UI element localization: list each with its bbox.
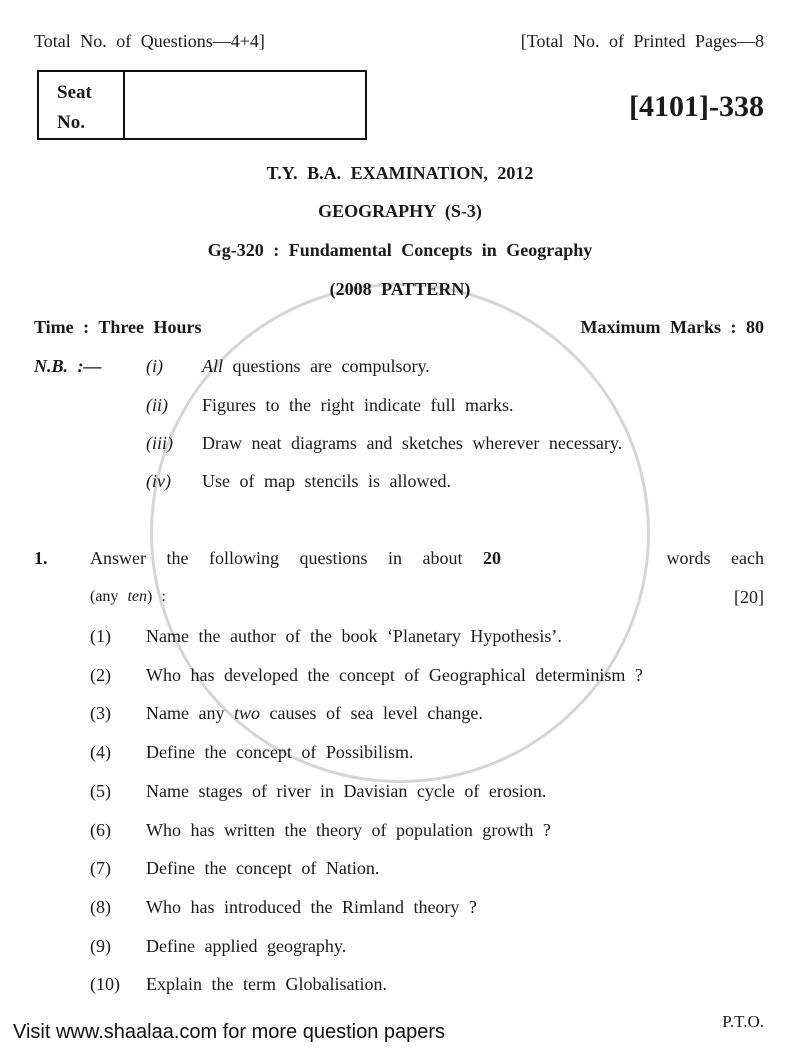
question-text-b: words each (666, 548, 764, 568)
sub-question-text: Explain the term Globalisation. (146, 974, 387, 995)
sub-question-number: (2) (90, 664, 111, 685)
sub-question-number: (4) (90, 742, 111, 763)
sub-question-text: Define the concept of Nation. (146, 858, 380, 879)
nb-text: questions are compulsory. (232, 356, 430, 376)
sub-question (146, 779, 546, 803)
seat-label-line1: Seat (57, 82, 92, 103)
sub-question-text: Name the author of the book ‘Planetary Hypothesis’. (146, 626, 562, 646)
sub-question (146, 934, 346, 958)
sub-question (146, 856, 379, 880)
sub-question-number: (6) (90, 819, 111, 840)
nb-num: (iv) (146, 471, 171, 491)
nb-emphasis: All (202, 356, 223, 376)
sub-question-text-2: causes of sea level change. (269, 703, 483, 724)
question-marks: [20] (734, 587, 764, 607)
sub-question-number: (7) (90, 858, 111, 879)
seat-label-line2: No. (57, 112, 85, 133)
nb-num: (iii) (146, 433, 173, 453)
nb-item: Draw neat diagrams and sketches wherever necessary. (202, 433, 623, 453)
sub-question-number: (3) (90, 703, 111, 724)
paper-title: Gg-320 : Fundamental Concepts in Geography (207, 240, 593, 260)
sub-question-text: Name stages of river in Davisian cycle of erosion. (146, 780, 547, 801)
sub-question-number: (1) (90, 626, 111, 646)
question-text-a: Answer the following questions in about (90, 548, 463, 568)
sub-question-emphasis: two (233, 703, 260, 724)
close-text: ) : (146, 588, 166, 605)
sub-question (146, 740, 413, 764)
pattern: (2008 PATTERN) (329, 279, 471, 299)
paper-code: [4101]-338 (629, 90, 764, 123)
nb-item: Use of map stencils is allowed. (202, 471, 451, 491)
seat-box-divider (123, 72, 125, 138)
sub-question-text: Who has written the theory of population growth ? (146, 819, 551, 840)
sub-question (146, 895, 477, 919)
footer-link[interactable]: Visit www.shaalaa.com for more question papers (13, 1021, 446, 1043)
total-questions: Total No. of Questions—4+4] (34, 31, 265, 51)
nb-num: (i) (146, 356, 163, 376)
sub-question-number: (8) (90, 896, 111, 917)
question-choice (90, 585, 166, 609)
sub-question (146, 818, 551, 842)
seat-label (57, 78, 92, 138)
subject-title: GEOGRAPHY (S-3) (318, 201, 482, 221)
ten-text: ten (127, 588, 147, 605)
nb-num: (ii) (146, 395, 168, 415)
pto: P.T.O. (722, 1012, 764, 1031)
time: Time : Three Hours (34, 317, 202, 337)
question-text (90, 546, 501, 570)
sub-question-text: Who has developed the concept of Geographical determinism ? (146, 664, 643, 685)
question-number: 1. (34, 548, 48, 568)
sub-question-number: (10) (90, 974, 120, 995)
max-marks: Maximum Marks : 80 (580, 317, 764, 337)
question-words: 20 (482, 548, 501, 568)
nb-item (202, 354, 430, 378)
sub-question-text: Define applied geography. (146, 935, 347, 956)
any-text: (any (90, 588, 119, 605)
nb-item: Figures to the right indicate full marks. (202, 395, 514, 415)
sub-question (146, 624, 562, 648)
sub-question-number: (9) (90, 935, 111, 956)
total-pages: [Total No. of Printed Pages—8 (520, 31, 764, 51)
sub-question-text: Who has introduced the Rimland theory ? (146, 896, 477, 917)
sub-question-text: Name any (146, 703, 225, 724)
seat-number-box (37, 70, 367, 140)
sub-question-text: Define the concept of Possibilism. (146, 742, 414, 763)
nb-label: N.B. :— (34, 356, 102, 376)
sub-question (146, 972, 387, 996)
sub-question (146, 663, 643, 687)
exam-title: T.Y. B.A. EXAMINATION, 2012 (266, 163, 534, 183)
sub-question-number: (5) (90, 780, 111, 801)
sub-question (146, 701, 483, 725)
